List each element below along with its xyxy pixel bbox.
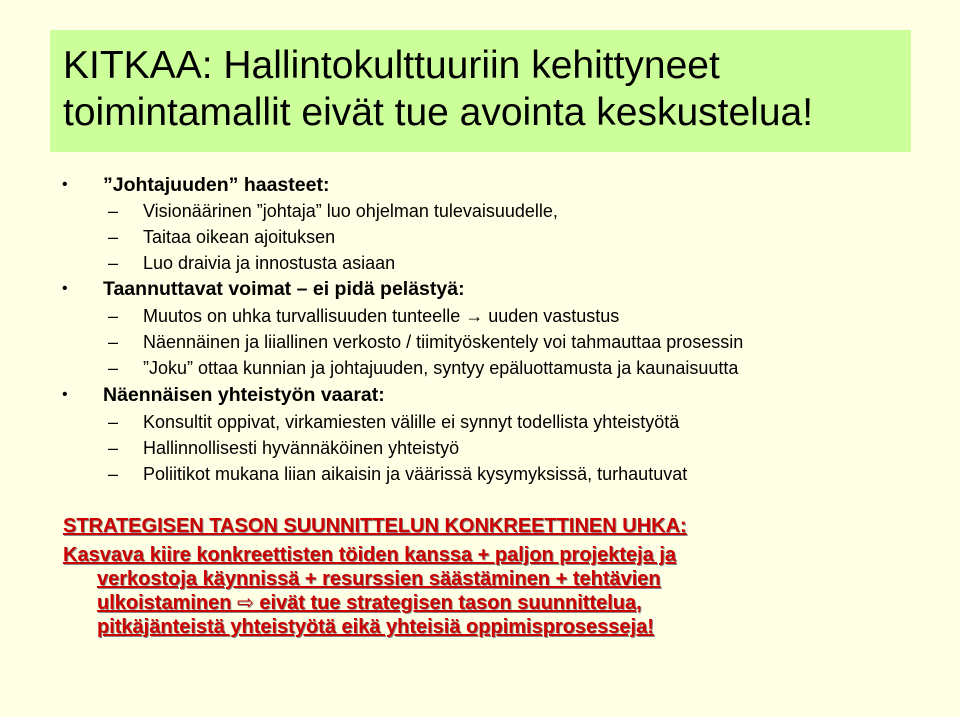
bullet-icon: •	[62, 386, 68, 403]
section-heading-2: Taannuttavat voimat – ei pidä pelästyä:	[103, 278, 465, 300]
section-2-item: ”Joku” ottaa kunnian ja johtajuuden, syntyy epäluottamusta ja kaunaisuutta	[143, 358, 739, 378]
title-line-2: toimintamallit eivät tue avointa keskustelua!	[63, 91, 814, 134]
section-1-item: Taitaa oikean ajoituksen	[143, 227, 336, 247]
strategy-heading: STRATEGISEN TASON SUUNNITTELUN KONKREETTINEN UHKA:	[63, 515, 687, 537]
section-heading-1: ”Johtajuuden” haasteet:	[103, 174, 330, 196]
dash-icon: –	[108, 464, 119, 484]
strategy-line-3-end: eivät tue strategisen tason suunnittelua,	[259, 592, 642, 614]
strategy-line-1: Kasvava kiire konkreettisten töiden kanssa + paljon projekteja ja	[63, 544, 677, 566]
title-line-1: KITKAA: Hallintokulttuuriin kehittyneet	[63, 44, 720, 87]
dash-icon: –	[108, 332, 119, 352]
dash-icon: –	[108, 438, 119, 458]
section-1-item: Luo draivia ja innostusta asiaan	[143, 253, 396, 273]
strategy-line-2: verkostoja käynnissä + resurssien säästäminen + tehtävien	[97, 568, 661, 590]
section-2-item: Näennäinen ja liiallinen verkosto / tiimityöskentely voi tahmauttaa prosessin	[143, 332, 744, 352]
dash-icon: –	[108, 227, 119, 247]
section-3-item: Poliitikot mukana liian aikaisin ja väärissä kysymyksissä, turhautuvat	[143, 464, 688, 484]
section-3-item: Hallinnollisesti hyvännäköinen yhteistyö	[143, 438, 460, 458]
section-heading-3: Näennäisen yhteistyön vaarat:	[103, 384, 385, 406]
strategy-line-3-start: ulkoistaminen	[97, 592, 232, 614]
dash-icon: –	[108, 412, 119, 432]
bullet-icon: •	[62, 280, 68, 297]
section-3-item: Konsultit oppivat, virkamiesten välille ei synnyt todellista yhteistyötä	[143, 412, 680, 432]
dash-icon: –	[108, 306, 119, 326]
section-2-item: Muutos on uhka turvallisuuden tunteelle → uuden vastustus	[143, 306, 620, 326]
right-arrow-icon: ⇨	[237, 592, 254, 614]
dash-icon: –	[108, 201, 119, 221]
dash-icon: –	[108, 358, 119, 378]
bullet-icon: •	[62, 176, 68, 193]
dash-icon: –	[108, 253, 119, 273]
strategy-line-4: pitkäjänteistä yhteistyötä eikä yhteisiä oppimisprosesseja!	[97, 616, 654, 638]
section-1-item: Visionäärinen ”johtaja” luo ohjelman tulevaisuudelle,	[143, 201, 558, 221]
strategy-line-3	[97, 591, 642, 615]
